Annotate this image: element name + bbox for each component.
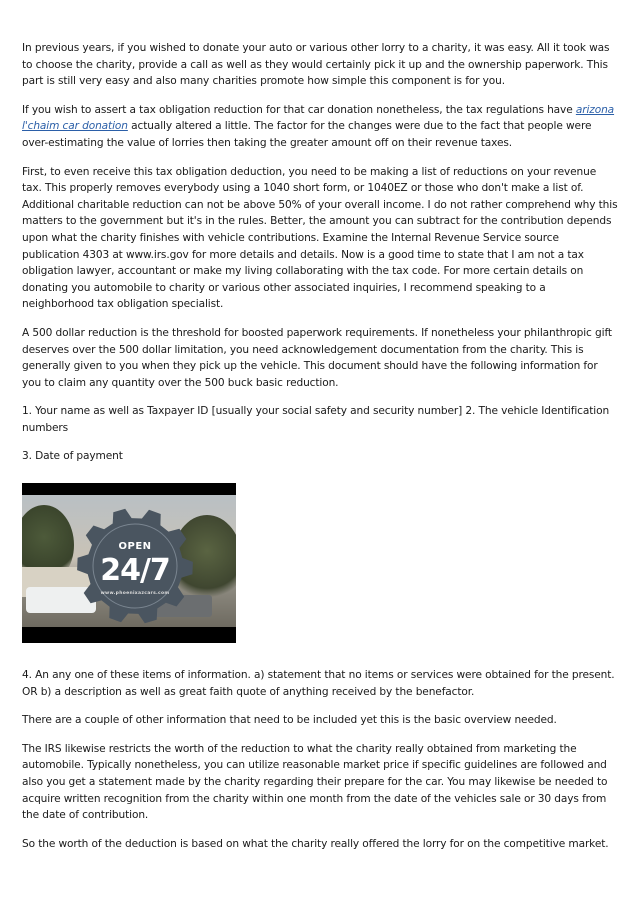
paragraph-conclusion: So the worth of the deduction is based on what the charity really offered the lorry for on the competitive market. xyxy=(22,837,609,850)
paragraph-irs-limits: The IRS likewise restricts the worth of the reduction to what the charity really obtained from marketing the automobile. Typically nonetheless, you can utilize reasonable market price if specific guidelines are followed and also you get a statement made by the charity regarding their prepare for the car. You may likewise be needed to acquire written recognition from the charity within one month from the date of the vehicles sale or 30 days from the date of contribution. xyxy=(22,742,608,822)
paragraph-tax-rules-text-2: actually altered a little. The factor for the changes were due to the fact that people were over-estimating the value of lorries then taking the greater amount off on their revenue taxes. xyxy=(22,120,592,149)
paragraph-intro: In previous years, if you wished to donate your auto or various other lorry to a charity, it was easy. All it took was to choose the charity, provide a call as well as they would certainly pick it up and the ownership paperwork. This part is still very easy and also many charities promote how simple this component is for you. xyxy=(22,42,610,88)
video-scene xyxy=(22,495,236,627)
article-body xyxy=(22,40,618,864)
paragraph-overview: There are a couple of other information that need to be included yet this is the basic overview needed. xyxy=(22,714,557,727)
sign-open-text: OPEN xyxy=(118,541,152,553)
paragraph-list-item-1-2: 1. Your name as well as Taxpayer ID [usually your social safety and security number] 2. The vehicle Identification numbers xyxy=(22,405,610,434)
paragraph-list-item-4: 4. An any one of these items of information. a) statement that no items or services were obtained for the present. OR b) a description as well as great faith quote of anything received by the benefactor. xyxy=(22,669,615,698)
paragraph-list-item-3: 3. Date of payment xyxy=(22,450,123,463)
gear-sign-icon xyxy=(74,505,196,627)
paragraph-tax-rules-text-1: If you wish to assert a tax obligation reduction for that car donation nonetheless, the tax regulations have xyxy=(22,103,576,116)
car-donation-link[interactable]: arizona l'chaim car donation xyxy=(22,103,615,133)
paragraph-threshold: A 500 dollar reduction is the threshold for boosted paperwork requirements. If nonetheless your philanthropic gift deserves over the 500 dollar limitation, you need acknowledgement documentation from the charity. This is generally given to you when they pick up the vehicle. This document should have the following information for you to claim any quantity over the 500 buck basic reduction. xyxy=(22,326,612,389)
sign-247-text: 24/7 xyxy=(100,553,170,589)
paragraph-tax-rules xyxy=(22,102,618,152)
embedded-video-thumbnail[interactable] xyxy=(22,483,236,643)
sign-url-text: www.phoenixazcars.com xyxy=(100,591,170,597)
paragraph-deduction-requirements: First, to even receive this tax obligation deduction, you need to be making a list of reductions on your revenue tax. This properly removes everybody using a 1040 short form, or 1040EZ or those who don't make a list of. Additional charitable reduction can not be above 50% of your overall income. I do not rather comprehend why this matters to the government but it's in the rules. Better, the amount you can subtract for the contribution depends upon what the charity finishes with vehicle contributions. Examine the Internal Revenue Service source publication 4303 at www.irs.gov for more details and details. Now is a good time to state that I am not a tax obligation lawyer, accountant or make my living collaborating with the tax code. For more certain details on donating you automobile to charity or various other associated inquiries, I recommend speaking to a neighborhood tax obligation specialist. xyxy=(22,165,618,311)
